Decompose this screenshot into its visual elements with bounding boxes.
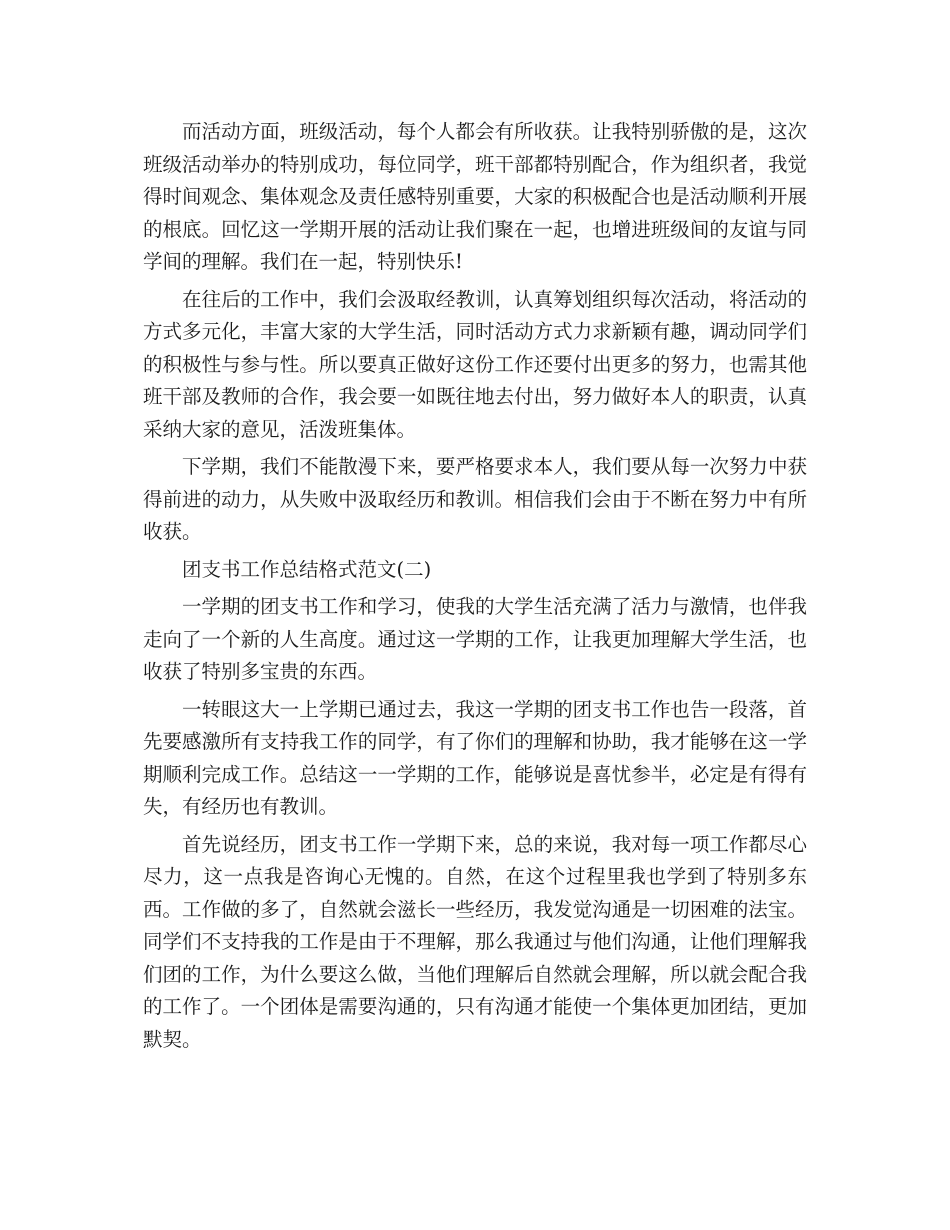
paragraph-future-work: 在往后的工作中，我们会汲取经教训，认真筹划组织每次活动，将活动的方式多元化，丰富大家的大学生活，同时活动方式力求新颖有趣，调动同学们的积极性与参与性。所以要真正做好这份工作还要付出更多的努力，也需其他班干部及教师的合作，我会要一如既往地去付出，努力做好本人的职责，认真采纳大家的意见，活泼班集体。 (143, 287, 807, 441)
paragraph-next-semester: 下学期，我们不能散漫下来，要严格要求本人，我们要从每一次努力中获得前进的动力，从失败中汲取经历和教训。相信我们会由于不断在努力中有所收获。 (143, 455, 807, 543)
paragraph-thanks: 一转眼这大一上学期已通过去，我这一学期的团支书工作也告一段落，首先要感激所有支持我工作的同学，有了你们的理解和协助，我才能够在这一学期顺利完成工作。总结这一一学期的工作，能够说是喜忧参半，必定是有得有失，有经历也有教训。 (143, 697, 807, 818)
section-title: 团支书工作总结格式范文(二) (182, 557, 432, 581)
paragraph-experience: 首先说经历，团支书工作一学期下来，总的来说，我对每一项工作都尽心尽力，这一点我是咨询心无愧的。自然，在这个过程里我也学到了特别多东西。工作做的多了，自然就会滋长一些经历，我发觉沟通是一切困难的法宝。同学们不支持我的工作是由于不理解，那么我通过与他们沟通，让他们理解我们团的工作，为什么要这么做，当他们理解后自然就会理解，所以就会配合我的工作了。一个团体是需要沟通的，只有沟通才能使一个集体更加团结，更加默契。 (143, 832, 807, 1051)
document-body (143, 116, 807, 1061)
paragraph-activities: 而活动方面，班级活动，每个人都会有所收获。让我特别骄傲的是，这次班级活动举办的特别成功，每位同学，班干部都特别配合，作为组织者，我觉得时间观念、集体观念及责任感特别重要，大家的积极配合也是活动顺利开展的根底。回忆这一学期开展的活动让我们聚在一起，也增进班级间的友谊与同学间的理解。我们在一起，特别快乐! (143, 120, 807, 273)
paragraph-semester-summary: 一学期的团支书工作和学习，使我的大学生活充满了活力与激情，也伴我走向了一个新的人生高度。通过这一学期的工作，让我更加理解大学生活，也收获了特别多宝贵的东西。 (143, 595, 807, 683)
